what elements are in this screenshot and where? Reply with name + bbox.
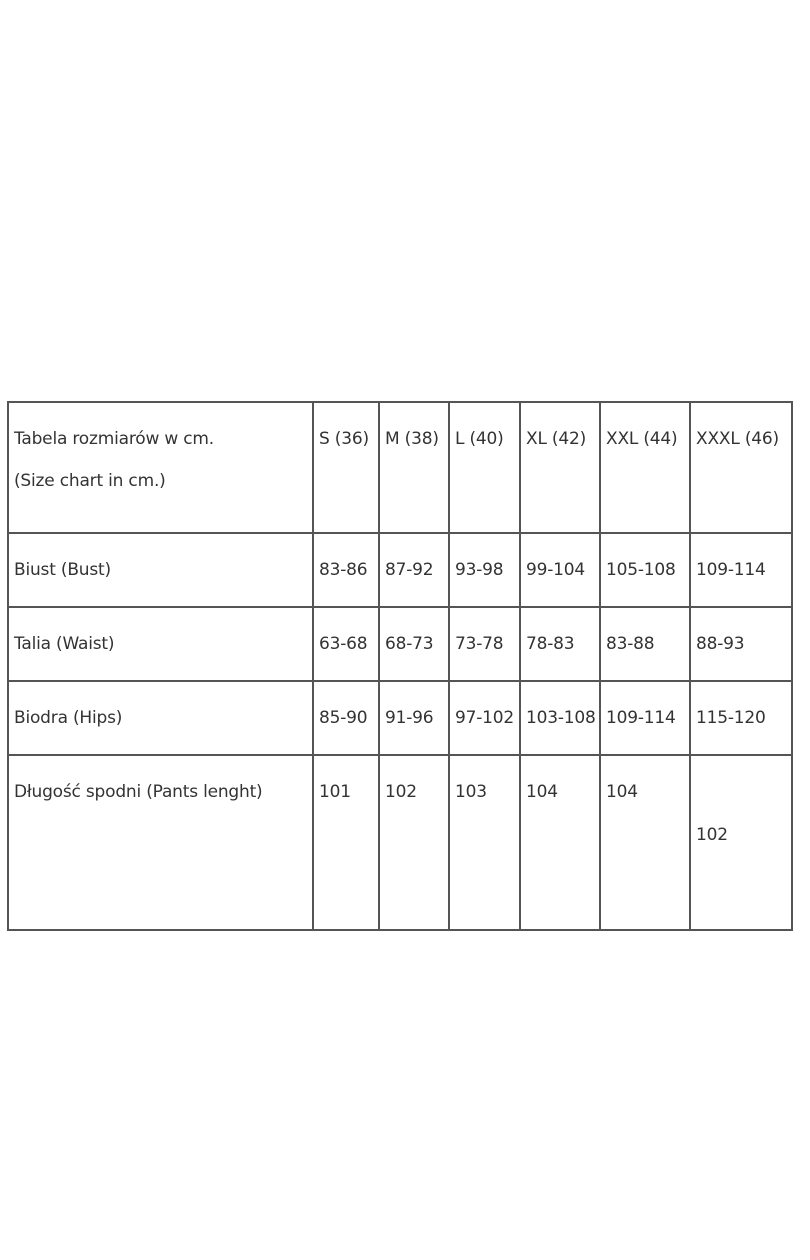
table-cell: 104 xyxy=(600,755,690,930)
size-header-xxxl: XXXL (46) xyxy=(690,402,792,533)
size-header-m: M (38) xyxy=(379,402,449,533)
size-header-l: L (40) xyxy=(449,402,520,533)
table-cell: 87-92 xyxy=(379,533,449,607)
table-cell: 102 xyxy=(690,755,792,930)
table-cell: 102 xyxy=(379,755,449,930)
table-cell: 83-86 xyxy=(313,533,379,607)
table-cell: 109-114 xyxy=(600,681,690,755)
table-cell: 115-120 xyxy=(690,681,792,755)
table-cell: 103-108 xyxy=(520,681,600,755)
table-cell: 97-102 xyxy=(449,681,520,755)
row-label: Talia (Waist) xyxy=(8,607,313,681)
table-cell: 85-90 xyxy=(313,681,379,755)
table-cell: 83-88 xyxy=(600,607,690,681)
row-label: Biodra (Hips) xyxy=(8,681,313,755)
table-cell: 91-96 xyxy=(379,681,449,755)
table-subtitle: (Size chart in cm.) xyxy=(14,471,166,491)
table-cell: 105-108 xyxy=(600,533,690,607)
table-cell: 93-98 xyxy=(449,533,520,607)
row-label: Długość spodni (Pants lenght) xyxy=(8,755,313,930)
table-cell: 68-73 xyxy=(379,607,449,681)
table-cell: 88-93 xyxy=(690,607,792,681)
table-title-cell xyxy=(8,402,313,533)
size-header-xxl: XXL (44) xyxy=(600,402,690,533)
size-chart-table xyxy=(7,401,793,931)
table-row xyxy=(8,533,792,607)
table-cell: 63-68 xyxy=(313,607,379,681)
size-header-xl: XL (42) xyxy=(520,402,600,533)
table-title: Tabela rozmiarów w cm. xyxy=(14,429,214,449)
table-header-row xyxy=(8,402,792,533)
table-cell: 73-78 xyxy=(449,607,520,681)
table-row xyxy=(8,607,792,681)
table-row xyxy=(8,681,792,755)
table-cell: 101 xyxy=(313,755,379,930)
table-cell: 99-104 xyxy=(520,533,600,607)
table-cell: 103 xyxy=(449,755,520,930)
table-cell: 78-83 xyxy=(520,607,600,681)
table-row xyxy=(8,755,792,930)
row-label: Biust (Bust) xyxy=(8,533,313,607)
table-cell: 104 xyxy=(520,755,600,930)
size-header-s: S (36) xyxy=(313,402,379,533)
table-cell: 109-114 xyxy=(690,533,792,607)
